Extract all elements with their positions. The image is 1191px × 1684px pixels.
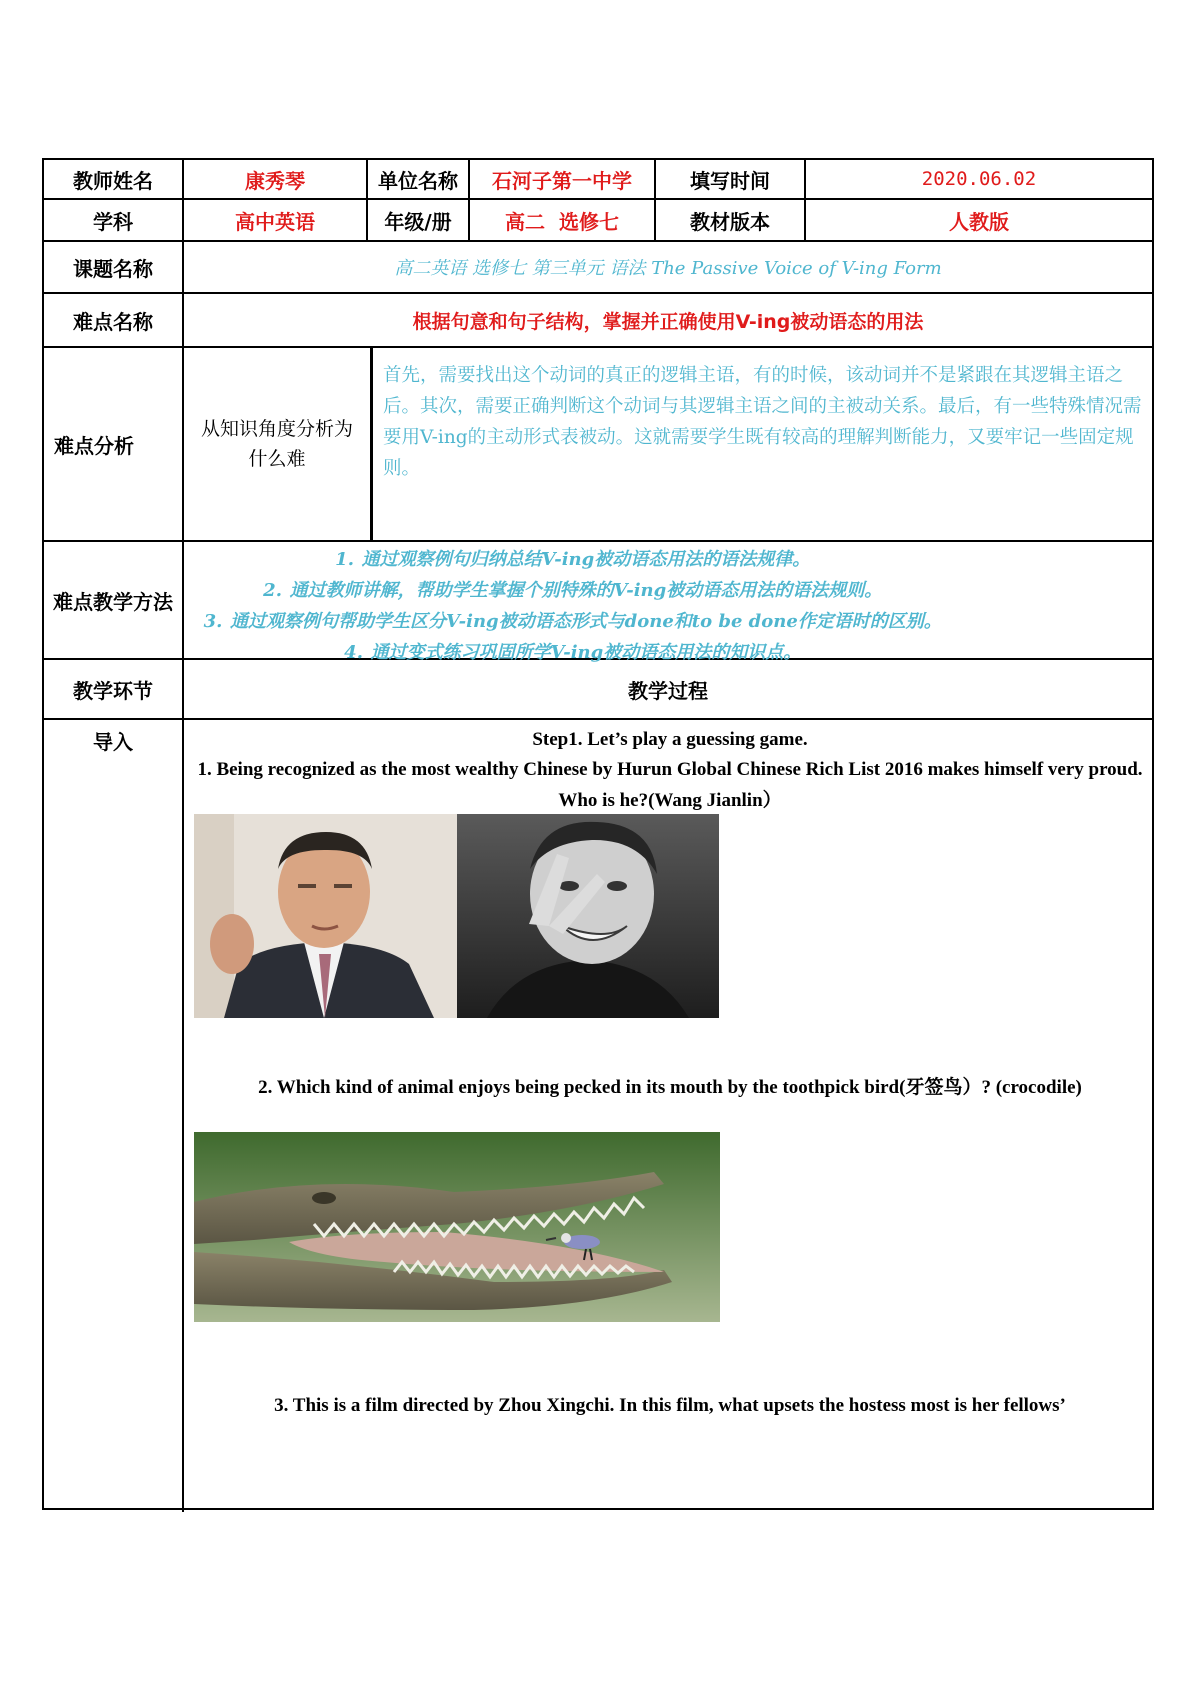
question-3: 3. This is a film directed by Zhou Xingchi. In this film, what upsets the hostess most is her fellows’ bbox=[274, 1395, 1066, 1416]
analysis-label: 难点分析 bbox=[54, 433, 134, 458]
methods-label: 难点教学方法 bbox=[53, 589, 173, 614]
intro-stage: 导入 bbox=[93, 730, 133, 754]
process-header-row bbox=[44, 660, 1152, 720]
process-header: 教学过程 bbox=[182, 660, 1152, 718]
analysis-text-cell bbox=[370, 348, 1152, 540]
method-item: 2. 通过教师讲解，帮助学生掌握个别特殊的V-ing被动语态用法的语法规则。 bbox=[263, 580, 883, 601]
wang-sicong-photo bbox=[457, 814, 719, 1018]
teacher-name: 康秀琴 bbox=[182, 160, 366, 198]
grade-label: 年级/册 bbox=[366, 200, 468, 240]
method-item: 1. 通过观察例句归纳总结V-ing被动语态用法的语法规律。 bbox=[335, 549, 811, 570]
method-item: 3. 通过观察例句帮助学生区分V-ing被动语态形式与done和to be done作定语时的区别。 bbox=[203, 611, 942, 632]
grade-value: 高二 选修七 bbox=[468, 200, 654, 240]
crocodile-photo bbox=[194, 1132, 720, 1322]
topic-label: 课题名称 bbox=[73, 256, 153, 281]
stage-header: 教学环节 bbox=[73, 678, 153, 703]
textbook-label: 教材版本 bbox=[654, 200, 804, 240]
table-bottom-border bbox=[42, 1508, 1154, 1510]
analysis-row bbox=[44, 348, 1152, 542]
unit-label: 单位名称 bbox=[366, 160, 468, 198]
header-row-2 bbox=[44, 200, 1152, 242]
analysis-text: 首先，需要找出这个动词的真正的逻辑主语，有的时候，该动词并不是紧跟在其逻辑主语之后。其次，需要正确判断这个动词与其逻辑主语之间的主被动关系。最后，有一些特殊情况需要用V-ing的主动形式表被动。这就需要学生既有较高的理解判断能力，又要牢记一些固定规则。 bbox=[383, 365, 1142, 479]
analysis-angle: 从知识角度分析为什么难 bbox=[182, 348, 370, 540]
header-row-1 bbox=[44, 160, 1152, 200]
methods-row bbox=[44, 542, 1152, 663]
textbook-value: 人教版 bbox=[804, 200, 1152, 240]
methods-list bbox=[182, 542, 1152, 663]
date-label: 填写时间 bbox=[654, 160, 804, 198]
step-title: Step1. Let’s play a guessing game. bbox=[532, 729, 808, 750]
wang-jianlin-photo bbox=[194, 814, 457, 1018]
difficulty-label: 难点名称 bbox=[73, 309, 153, 334]
intro-row bbox=[44, 720, 1152, 1512]
unit-name: 石河子第一中学 bbox=[468, 160, 654, 198]
date-value: 2020.06.02 bbox=[804, 160, 1152, 198]
intro-content bbox=[182, 720, 1152, 1512]
difficulty-value: 根据句意和句子结构，掌握并正确使用V-ing被动语态的用法 bbox=[182, 294, 1152, 346]
subject-value: 高中英语 bbox=[182, 200, 366, 240]
difficulty-row bbox=[44, 294, 1152, 348]
subject-label: 学科 bbox=[93, 209, 133, 234]
topic-row bbox=[44, 242, 1152, 294]
teacher-label: 教师姓名 bbox=[73, 168, 153, 193]
topic-value: 高二英语 选修七 第三单元 语法 The Passive Voice of V-ing Form bbox=[182, 242, 1152, 292]
question-2: 2. Which kind of animal enjoys being pecked in its mouth by the toothpick bird(牙签鸟）? (crocodile) bbox=[258, 1077, 1082, 1098]
method-item: 4. 通过变式练习巩固所学V-ing被动语态用法的知识点。 bbox=[344, 642, 802, 663]
question-1: 1. Being recognized as the most wealthy Chinese by Hurun Global Chinese Rich List 2016 makes himself very proud. Who is he?(Wang Jianlin） bbox=[197, 759, 1143, 811]
lesson-plan-table bbox=[42, 158, 1154, 1510]
